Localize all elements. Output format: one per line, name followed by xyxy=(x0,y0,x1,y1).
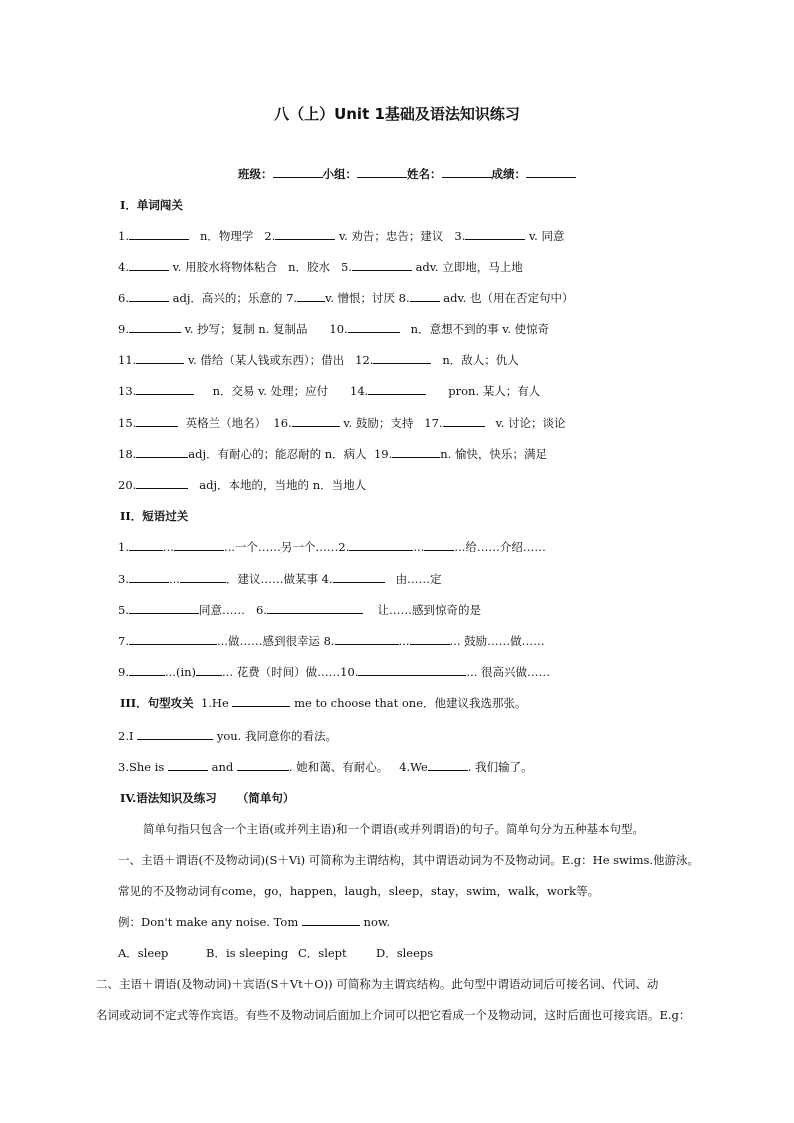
definition: v. 同意 xyxy=(529,229,565,243)
answer-blank[interactable] xyxy=(180,572,226,583)
item-number: 10. xyxy=(329,322,348,336)
meaning: ...给……介绍…… xyxy=(454,540,546,554)
vocab-row-1 xyxy=(118,229,564,243)
vocab-row-3 xyxy=(118,291,573,305)
sentence-row-3 xyxy=(118,760,533,774)
class-blank[interactable] xyxy=(273,167,323,178)
answer-blank[interactable] xyxy=(349,540,413,551)
item-number: 18. xyxy=(118,447,137,461)
phrase-row-3 xyxy=(118,603,481,617)
sentence-part: 4.We xyxy=(399,760,428,774)
option-b[interactable]: B．is sleeping xyxy=(206,946,289,960)
sentence-part: . 我们输了。 xyxy=(467,760,533,774)
item-number: 5. xyxy=(118,603,129,617)
vocab-row-4 xyxy=(118,322,549,336)
answer-blank[interactable] xyxy=(267,603,363,614)
answer-blank[interactable] xyxy=(196,665,222,676)
meaning: ...一个……另一个……2. xyxy=(223,540,350,554)
item-number: 6. xyxy=(255,603,267,617)
answer-blank[interactable] xyxy=(237,760,289,771)
example-prefix: 例：Don't make any noise. Tom xyxy=(118,915,299,929)
answer-blank[interactable] xyxy=(428,760,468,771)
answer-blank[interactable] xyxy=(275,229,335,240)
item-number: 17. xyxy=(424,416,443,430)
score-blank[interactable] xyxy=(526,167,576,178)
section-1-heading: I．单词闯关 xyxy=(120,198,183,212)
sentence-part: me to choose that one．他建议我选那张。 xyxy=(294,696,527,710)
answer-blank[interactable] xyxy=(392,447,440,458)
answer-blank[interactable] xyxy=(136,416,178,427)
answer-blank[interactable] xyxy=(232,696,290,707)
item-number: 16. xyxy=(273,416,292,430)
example-options xyxy=(118,946,433,960)
answer-blank[interactable] xyxy=(358,665,466,676)
answer-blank[interactable] xyxy=(129,291,169,302)
answer-blank[interactable] xyxy=(424,540,454,551)
definition: v. 憎恨；讨厌 8. xyxy=(325,291,410,305)
answer-blank[interactable] xyxy=(129,572,169,583)
example-suffix: now. xyxy=(363,915,391,929)
student-info-line xyxy=(238,167,576,181)
sentence-row-2 xyxy=(118,729,337,743)
option-a[interactable]: A．sleep xyxy=(118,946,169,960)
definition: v. 抄写；复制 n. 复制品 xyxy=(184,322,308,336)
separator: ...(in) xyxy=(164,665,197,679)
vocab-row-7 xyxy=(118,416,566,430)
pattern-1-text: 一、主语＋谓语(不及物动词)(S＋Vi) 可简称为主谓结构，其中谓语动词为不及物动词。E.g：He swims.他游泳。 xyxy=(118,853,700,867)
sentence-part: 1.He xyxy=(200,696,229,710)
answer-blank[interactable] xyxy=(129,603,199,614)
vocab-row-9 xyxy=(118,478,366,492)
answer-blank[interactable] xyxy=(136,447,188,458)
item-number: 4. xyxy=(118,260,129,274)
answer-blank[interactable] xyxy=(410,634,450,645)
definition: adj．本地的，当地的 n．当地人 xyxy=(199,478,367,492)
answer-blank[interactable] xyxy=(302,915,360,926)
item-number: 9. xyxy=(118,322,129,336)
item-number: 15. xyxy=(118,416,137,430)
answer-blank[interactable] xyxy=(410,291,440,302)
definition: adv. 也（用在否定句中） xyxy=(443,291,574,305)
sentence-part: 3.She is xyxy=(118,760,165,774)
section-3-heading: III．句型攻关 xyxy=(120,696,194,710)
answer-blank[interactable] xyxy=(136,353,184,364)
definition: v. 鼓励；支持 xyxy=(343,416,414,430)
sentence-part: and xyxy=(211,760,234,774)
answer-blank[interactable] xyxy=(297,291,325,302)
pattern-2-text-cont: 名词或动词不定式等作宾语。有些不及物动词后面加上介词可以把它看成一个及物动词，这时后面也可接宾语。E.g： xyxy=(96,1008,691,1022)
phrase-row-2 xyxy=(118,572,442,586)
item-number: 5. xyxy=(340,260,352,274)
sentence-part: you. 我同意你的看法。 xyxy=(216,729,337,743)
definition: adj．有耐心的；能忍耐的 n．病人 xyxy=(188,447,367,461)
section-4-subheading: （简单句） xyxy=(236,791,295,805)
separator: ... xyxy=(398,634,410,648)
page-title: 八（上）Unit 1基础及语法知识练习 xyxy=(274,105,520,123)
vocab-row-5 xyxy=(118,353,519,367)
name-label: 姓名： xyxy=(407,167,442,181)
answer-blank[interactable] xyxy=(137,729,213,740)
item-number: 19. xyxy=(373,447,393,461)
item-number: 13. xyxy=(118,384,137,398)
answer-blank[interactable] xyxy=(129,260,169,271)
meaning: ... 鼓励……做…… xyxy=(449,634,545,648)
answer-blank[interactable] xyxy=(129,229,189,240)
vocab-row-6 xyxy=(118,384,540,398)
definition: pron. 某人；有人 xyxy=(448,384,541,398)
name-blank[interactable] xyxy=(442,167,492,178)
pattern-2-text: 二、主语＋谓语(及物动词)＋宾语(S＋Vt＋O)) 可简称为主谓宾结构。此句型中谓语动词后可接名词、代词、动 xyxy=(96,977,659,991)
item-number: 6. xyxy=(118,291,129,305)
phrase-row-1 xyxy=(118,540,546,554)
sentence-part: . 她和蔼、有耐心。 xyxy=(288,760,389,774)
meaning: ... 花费（时间）做……10. xyxy=(222,665,359,679)
definition: n．意想不到的事 v. 使惊奇 xyxy=(410,322,550,336)
option-d[interactable]: D．sleeps xyxy=(376,946,434,960)
separator: ... xyxy=(168,572,180,586)
item-number: 3. xyxy=(454,229,466,243)
group-blank[interactable] xyxy=(357,167,407,178)
definition: n．敌人；仇人 xyxy=(442,353,519,367)
phrase-row-4 xyxy=(118,634,545,648)
item-number: 11. xyxy=(118,353,137,367)
item-number: 1. xyxy=(118,540,129,554)
meaning: 同意…… xyxy=(198,603,245,617)
definition: v. 讨论；谈论 xyxy=(495,416,566,430)
meaning: 让……感到惊奇的是 xyxy=(377,603,482,617)
answer-blank[interactable] xyxy=(129,634,217,645)
answer-blank[interactable] xyxy=(465,229,525,240)
separator: ... xyxy=(162,540,174,554)
item-number: 2. xyxy=(264,229,276,243)
separator: ... xyxy=(413,540,425,554)
answer-blank[interactable] xyxy=(129,540,163,551)
answer-blank[interactable] xyxy=(174,540,224,551)
answer-blank[interactable] xyxy=(129,665,165,676)
definition: v. 借给（某人钱或东西）；借出 xyxy=(187,353,345,367)
item-number: 12. xyxy=(355,353,374,367)
phrase-row-5 xyxy=(118,665,550,679)
definition: n．物理学 xyxy=(199,229,254,243)
group-label: 小组： xyxy=(322,167,357,181)
definition: n．交易 v. 处理；应付 xyxy=(212,384,329,398)
item-number: 7. xyxy=(118,634,129,648)
grammar-intro: 简单句指只包含一个主语(或并列主语)和一个谓语(或并列谓语)的句子。简单句分为五种基本句型。 xyxy=(143,822,644,836)
section-2-heading: II．短语过关 xyxy=(120,509,189,523)
item-number: 3. xyxy=(118,572,129,586)
class-label: 班级： xyxy=(238,167,273,181)
answer-blank[interactable] xyxy=(373,353,431,364)
score-label: 成绩： xyxy=(491,167,526,181)
section-4-heading: IV.语法知识及练习 xyxy=(120,791,217,805)
answer-blank[interactable] xyxy=(292,416,340,427)
item-number: 1. xyxy=(118,229,129,243)
definition: v. 劝告；忠告；建议 xyxy=(338,229,444,243)
definition: v. 用胶水将物体粘合 xyxy=(172,260,278,274)
section-4-heading-line xyxy=(120,791,294,805)
vocab-row-2 xyxy=(118,260,523,274)
meaning: ...做……感到很幸运 8. xyxy=(216,634,335,648)
vocab-row-8 xyxy=(118,447,547,461)
answer-blank[interactable] xyxy=(368,384,426,395)
definition: adv. 立即地，马上地 xyxy=(415,260,523,274)
answer-blank[interactable] xyxy=(335,634,399,645)
item-number: 9. xyxy=(118,665,129,679)
answer-blank[interactable] xyxy=(129,322,181,333)
answer-blank[interactable] xyxy=(443,416,485,427)
answer-blank[interactable] xyxy=(136,384,194,395)
answer-blank[interactable] xyxy=(136,478,188,489)
sentence-row-1 xyxy=(120,696,527,710)
definition: n. 愉快，快乐；满足 xyxy=(440,447,547,461)
answer-blank[interactable] xyxy=(168,760,208,771)
answer-blank[interactable] xyxy=(333,572,385,583)
intransitive-verbs-text: 常见的不及物动词有come，go，happen，laugh，sleep，stay，swim，walk，work等。 xyxy=(118,884,600,898)
definition: 英格兰（地名） xyxy=(185,416,267,430)
example-question xyxy=(118,915,390,929)
answer-blank[interactable] xyxy=(352,260,412,271)
meaning: ．建议……做某事 4. xyxy=(225,572,333,586)
meaning: ... 很高兴做…… xyxy=(466,665,551,679)
meaning: 由……定 xyxy=(395,572,442,586)
sentence-part: 2.I xyxy=(118,729,134,743)
item-number: 20. xyxy=(118,478,137,492)
definition: n．胶水 xyxy=(288,260,330,274)
definition: adj．高兴的；乐意的 7. xyxy=(172,291,298,305)
answer-blank[interactable] xyxy=(348,322,400,333)
option-c[interactable]: C．slept xyxy=(298,946,347,960)
item-number: 14. xyxy=(350,384,369,398)
